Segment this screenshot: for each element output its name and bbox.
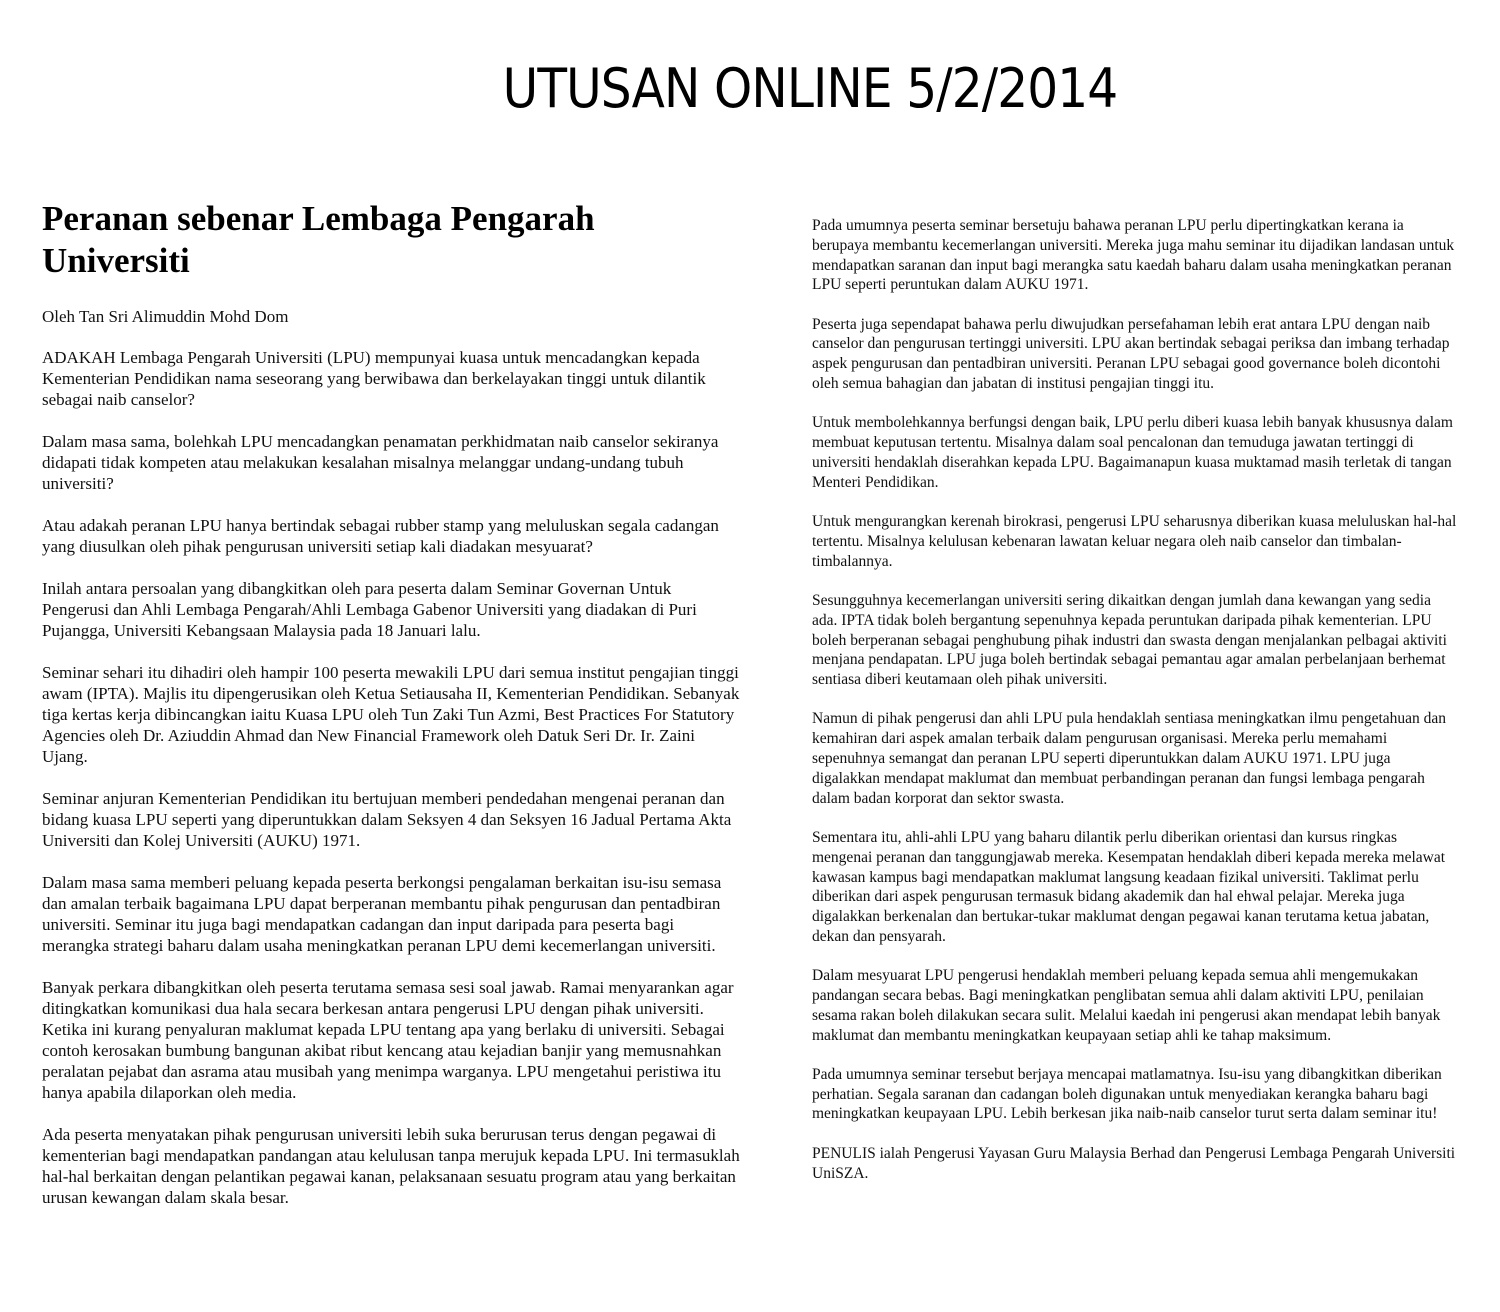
article-paragraph: Peserta juga sependapat bahawa perlu diwujudkan persefahaman lebih erat antara LPU dengan naib canselor dan pengurusan tertinggi universiti. LPU akan bertindak sebagai periksa dan imbang terhadap aspek pengurusan dan pentadbiran universiti. Peranan LPU sebagai good governance boleh dicontohi oleh semua bahagian dan jabatan di institusi pengajian tinggi itu.: [812, 315, 1450, 393]
article-paragraph: Seminar sehari itu dihadiri oleh hampir 100 peserta mewakili LPU dari semua institut pengajian tinggi awam (IPTA). Majlis itu dipengerusikan oleh Ketua Setiausaha II, Kementerian Pendidikan. Sebanyak tiga kertas kerja dibincangkan iaitu Kuasa LPU oleh Tun Zaki Tun Azmi, Best Practices For Statutory Agencies oleh Dr. Aziuddin Ahmad dan New Financial Framework oleh Datuk Seri Dr. Ir. Zaini Ujang.: [42, 663, 740, 766]
article-paragraph: Seminar anjuran Kementerian Pendidikan itu bertujuan memberi pendedahan mengenai peranan dan bidang kuasa LPU seperti yang diperuntukkan dalam Seksyen 4 dan Seksyen 16 Jadual Pertama Akta Universiti dan Kolej Universiti (AUKU) 1971.: [42, 789, 732, 850]
article-paragraph: Dalam mesyuarat LPU pengerusi hendaklah memberi peluang kepada semua ahli mengemukakan pandangan secara bebas. Bagi meningkatkan penglibatan semua ahli dalam aktiviti LPU, penilaian sesama rakan boleh dilakukan secara sulit. Melalui kaedah ini pengerusi akan mendapat lebih banyak maklumat dan membantu meningkatkan keupayaan setiap ahli ke tahap maksimum.: [812, 967, 1441, 1044]
article-left-column: [42, 198, 742, 1229]
article-paragraph: Sementara itu, ahli-ahli LPU yang baharu dilantik perlu diberikan orientasi dan kursus ringkas mengenai peranan dan tanggungjawab mereka. Kesempatan hendaklah diberi kepada mereka melawat kawasan kampus bagi mendapatkan maklumat langsung keadaan fizikal universiti. Taklimat perlu diberikan dari aspek pengurusan termasuk bidang akademik dan hal ehwal pelajar. Mereka juga digalakkan berkenalan dan bertukar-tukar maklumat dengan pegawai kanan terutama ketua jabatan, dekan dan pensyarah.: [812, 828, 1446, 945]
author-note: PENULIS ialah Pengerusi Yayasan Guru Malaysia Berhad dan Pengerusi Lembaga Pengarah Universiti UniSZA.: [812, 1144, 1456, 1182]
article-paragraph: Dalam masa sama, bolehkah LPU mencadangkan penamatan perkhidmatan naib canselor sekiranya didapati tidak kompeten atau melakukan kesalahan misalnya melanggar undang-undang tubuh universiti?: [42, 432, 719, 493]
article-paragraph: Ada peserta menyatakan pihak pengurusan universiti lebih suka berurusan terus dengan pegawai di kementerian bagi mendapatkan pandangan atau kelulusan tanpa merujuk kepada LPU. Ini termasuklah hal-hal berkaitan dengan pelantikan pegawai kanan, pelaksanaan sesuatu program atau yang berkaitan urusan kewangan dalam skala besar.: [42, 1125, 740, 1207]
article-headline: Peranan sebenar Lembaga Pengarah Universiti: [42, 199, 595, 280]
article-paragraph: Atau adakah peranan LPU hanya bertindak sebagai rubber stamp yang meluluskan segala cadangan yang diusulkan oleh pihak pengurusan universiti setiap kali diadakan mesyuarat?: [42, 516, 719, 556]
article-right-column: [812, 216, 1460, 1203]
article-paragraph: Untuk membolehkannya berfungsi dengan baik, LPU perlu diberi kuasa lebih banyak khususnya dalam membuat keputusan tertentu. Misalnya dalam soal pencalonan dan temuduga jawatan tertinggi di universiti hendaklah diserahkan kepada LPU. Bagaimanapun kuasa muktamad masih terletak di tangan Menteri Pendidikan.: [812, 414, 1453, 491]
article-paragraph: Banyak perkara dibangkitkan oleh peserta terutama semasa sesi soal jawab. Ramai menyarankan agar ditingkatkan komunikasi dua hala secara berkesan antara pengerusi LPU dengan pihak universiti. Ketika ini kurang penyaluran maklumat kepada LPU tentang apa yang berlaku di universiti. Sebagai contoh kerosakan bumbung bangunan akibat ribut kencang atau kejadian banjir yang memusnahkan peralatan pejabat dan asrama atau musibah yang menimpa warganya. LPU mengetahui peristiwa itu hanya apabila dilaporkan oleh media.: [42, 978, 734, 1102]
article-byline: Oleh Tan Sri Alimuddin Mohd Dom: [42, 307, 289, 326]
article-paragraph: Untuk mengurangkan kerenah birokrasi, pengerusi LPU seharusnya diberikan kuasa meluluskan hal-hal tertentu. Misalnya kelulusan kebenaran lawatan keluar negara oleh naib canselor dan timbalan-timbalannya.: [812, 513, 1457, 570]
masthead-title: UTUSAN ONLINE 5/2/2014: [502, 57, 1118, 120]
article-paragraph: Inilah antara persoalan yang dibangkitkan oleh para peserta dalam Seminar Governan Untuk Pengerusi dan Ahli Lembaga Pengarah/Ahli Lembaga Gabenor Universiti yang diadakan di Puri Pujangga, Universiti Kebangsaan Malaysia pada 18 Januari lalu.: [42, 579, 697, 640]
article-paragraph: Dalam masa sama memberi peluang kepada peserta berkongsi pengalaman berkaitan isu-isu semasa dan amalan terbaik bagaimana LPU dapat berperanan membantu pihak pengurusan dan pentadbiran universiti. Seminar itu juga bagi mendapatkan cadangan dan input daripada para peserta bagi merangka strategi baharu dalam usaha meningkatkan peranan LPU demi kecemerlangan universiti.: [42, 873, 722, 955]
article-paragraph: Namun di pihak pengerusi dan ahli LPU pula hendaklah sentiasa meningkatkan ilmu pengetahuan dan kemahiran dari aspek amalan terbaik dalam pengurusan organisasi. Mereka perlu memahami sepenuhnya semangat dan peranan LPU seperti diperuntukkan dalam AUKU 1971. LPU juga digalakkan mendapat maklumat dan membuat perbandingan peranan dan fungsi lembaga pengarah dalam badan korporat dan sektor swasta.: [812, 710, 1447, 807]
article-paragraph: Sesungguhnya kecemerlangan universiti sering dikaitkan dengan jumlah dana kewangan yang sedia ada. IPTA tidak boleh bergantung sepenuhnya kepada peruntukan daripada pihak kementerian. LPU boleh berperanan sebagai penghubung pihak industri dan swasta dengan menjalankan pelbagai aktiviti menjana pendapatan. LPU juga boleh bertindak sebagai pemantau agar amalan perbelanjaan berhemat sentiasa diberi keutamaan oleh pihak universiti.: [812, 591, 1447, 689]
article-paragraph: ADAKAH Lembaga Pengarah Universiti (LPU) mempunyai kuasa untuk mencadangkan kepada Kementerian Pendidikan nama seseorang yang berwibawa dan berkelayakan tinggi untuk dilantik sebagai naib canselor?: [42, 348, 706, 409]
article-paragraph: Pada umumnya seminar tersebut berjaya mencapai matlamatnya. Isu-isu yang dibangkitkan diberikan perhatian. Segala saranan dan cadangan boleh digunakan untuk menyediakan kerangka baharu bagi meningkatkan keupayaan LPU. Lebih berkesan jika naib-naib canselor turut serta dalam seminar itu!: [812, 1065, 1442, 1123]
article-paragraph: Pada umumnya peserta seminar bersetuju bahawa peranan LPU perlu dipertingkatkan kerana ia berupaya membantu kecemerlangan universiti. Mereka juga mahu seminar itu dijadikan landasan untuk mendapatkan saranan dan input bagi merangka satu kaedah baharu dalam usaha meningkatkan peranan LPU seperti peruntukan dalam AUKU 1971.: [812, 217, 1455, 294]
